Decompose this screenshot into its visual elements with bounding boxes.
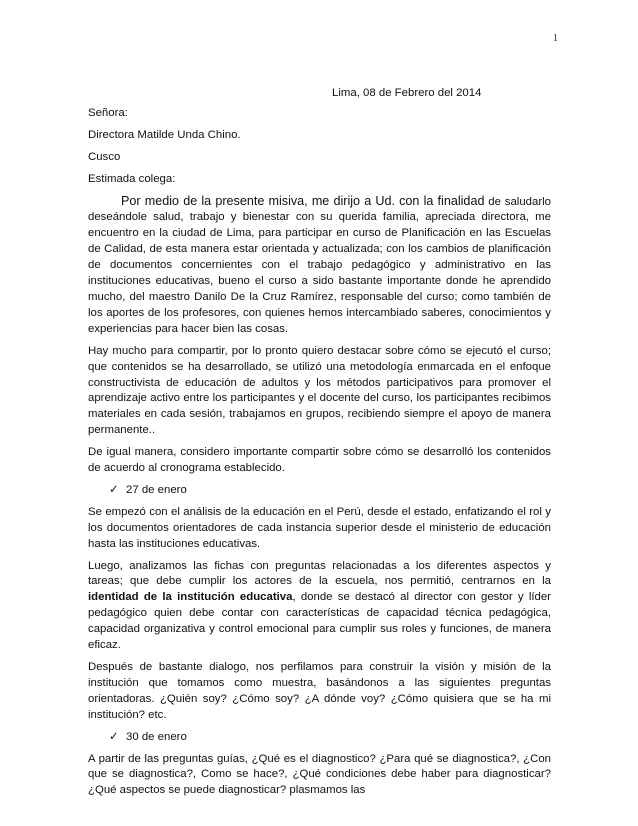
check-icon: ✓ — [109, 730, 119, 743]
bullet-item-27-enero — [88, 483, 551, 499]
bullet-label: 30 de enero — [126, 730, 187, 743]
paragraph-analysis: Se empezó con el análisis de la educación en el Perú, desde el estado, enfatizando el rol y los documentos orientadores de cada instancia superior desde el ministerio de educación hasta las instituciones educativas. — [88, 505, 551, 550]
paragraph-identity-bold: identidad de la institución educativa — [88, 591, 293, 604]
bullet-label: 27 de enero — [126, 483, 187, 496]
date-line: Lima, 08 de Febrero del 2014 — [332, 87, 482, 99]
salutation: Estimada colega: — [88, 172, 176, 185]
paragraph-diagnosis: A partir de las preguntas guías, ¿Qué es el diagnostico? ¿Para qué se diagnostica?, ¿Con que se diagnostica?, Como se hace?, ¿Qué condiciones debe haber para diagnosticar? ¿Qué aspectos se puede diagnosticar? plasmamos las — [88, 752, 551, 797]
recipient-name: Directora Matilde Unda Chino. — [88, 128, 241, 141]
paragraph-vision-mission: Después de bastante dialogo, nos perfilamos para construir la visión y misión de la institución que tomamos como muestra, basándonos a las siguientes preguntas orientadoras. ¿Quién soy? ¿Cómo soy? ¿A dónde voy? ¿Cómo quisiera que se ha mi institución? etc. — [88, 661, 551, 721]
greeting: Señora: — [88, 106, 128, 119]
paragraph-intro — [88, 194, 551, 338]
bullet-item-30-enero — [88, 730, 551, 746]
recipient-city: Cusco — [88, 150, 121, 163]
letter-body — [88, 86, 551, 805]
check-icon: ✓ — [109, 483, 119, 496]
page-number: 1 — [553, 33, 558, 44]
paragraph-intro-rest: de saludarlo deseándole salud, trabajo y bienestar con su querida familia, apreciada directora, me encuentro en la ciudad de Lima, para participar en curso de Planificación en las Escuelas de Calidad, de esta manera estar orientada y actualizada; con los cambios de planificación de documentos concernientes con el trabajo pedagógico y administrativo en las instituciones educativas, bueno el curso a sido bastante importante donde he aprendido mucho, del maestro Danilo De la Cruz Ramírez, responsable del curso; como también de los aportes de los profesores, con quienes hemos intercambiado saberes, conocimientos y experiencias para hacer bien las cosas. — [88, 195, 551, 335]
paragraph-intro-lead: Por medio de la presente misiva, me dirijo a Ud. con la finalidad — [121, 193, 485, 208]
paragraph-identity — [88, 559, 551, 654]
paragraph-identity-before: Luego, analizamos las fichas con preguntas relacionadas a los diferentes aspectos y tareas; que debe cumplir los actores de la escuela, nos permitió, centrarnos en la — [88, 559, 551, 588]
paragraph-identity-after: , donde se destacó al director con gestor y líder pedagógico quien debe contar con características de capacidad técnica pedagógica, capacidad organizativa y control emocional para cumplir sus roles y funciones, de manera eficaz. — [88, 591, 551, 652]
paragraph-contents-intro: De igual manera, considero importante compartir sobre cómo se desarrolló los contenidos de acuerdo al cronograma establecido. — [88, 446, 551, 475]
paragraph-course-summary: Hay mucho para compartir, por lo pronto quiero destacar sobre cómo se ejecutó el curso; que contenidos se ha desarrollado, se utilizó una metodología enmarcada en el enfoque constructivista de educación de adultos y los métodos participativos para promover el aprendizaje activo entre los participantes y el docente del curso, los participantes recibimos materiales en cada sesión, trabajamos en grupos, recibiendo siempre el apoyo de manera permanente.. — [88, 344, 551, 437]
